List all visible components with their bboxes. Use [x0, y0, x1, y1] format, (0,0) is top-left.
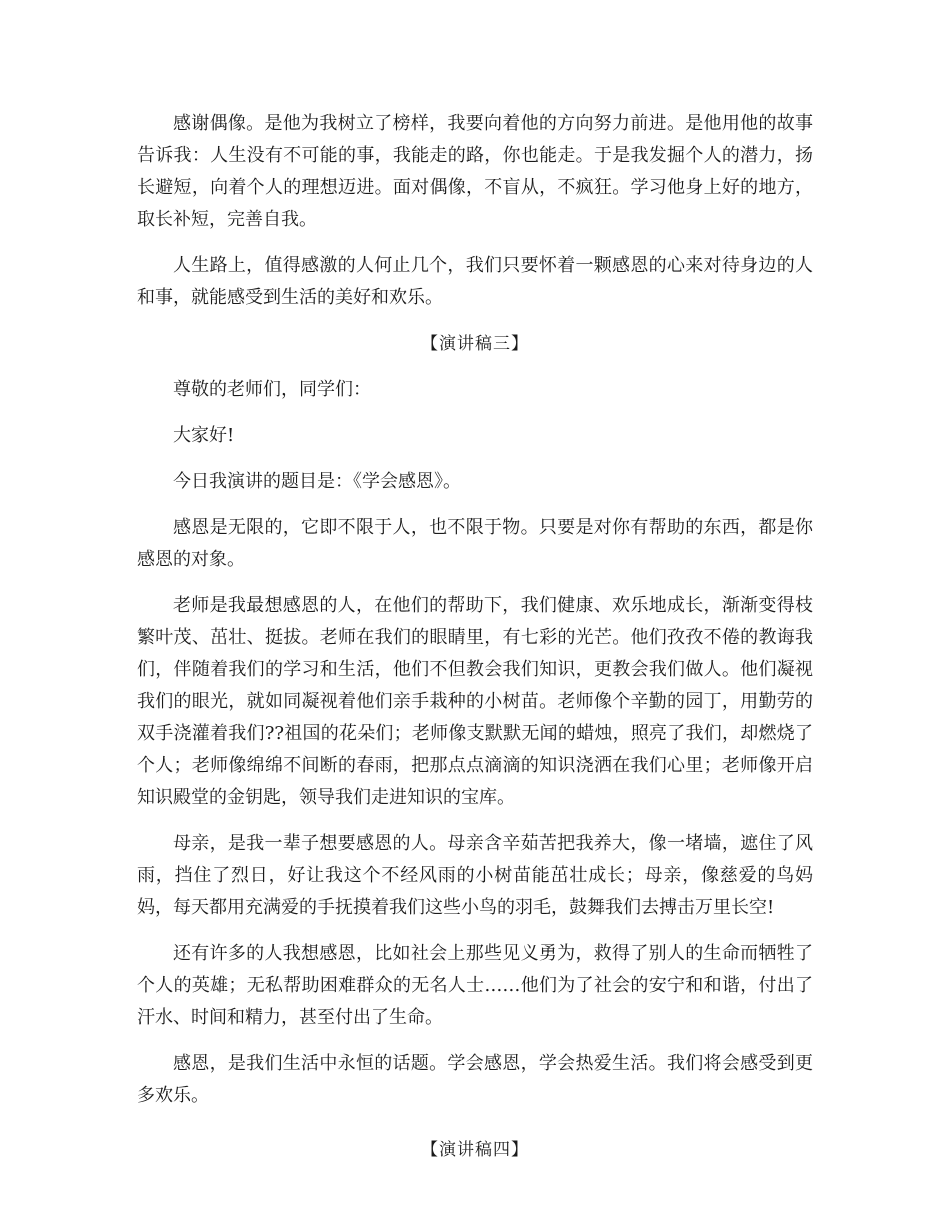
section-heading-speech-4: 【演讲稿四】 [421, 1140, 529, 1160]
paragraph: 感谢偶像。是他为我树立了榜样，我要向着他的方向努力前进。是他用他的故事告诉我：人生没有不可能的事，我能走的路，你也能走。于是我发掘个人的潜力，扬长避短，向着个人的理想迈进。面对偶像，不盲从，不疯狂。学习他身上好的地方，取长补短，完善自我。 [137, 113, 813, 230]
paragraph: 人生路上，值得感激的人何止几个，我们只要怀着一颗感恩的心来对待身边的人和事，就能感受到生活的美好和欢乐。 [137, 255, 813, 308]
paragraph: 感恩是无限的，它即不限于人，也不限于物。只要是对你有帮助的东西，都是你感恩的对象。 [137, 517, 813, 570]
paragraph: 老师是我最想感恩的人，在他们的帮助下，我们健康、欢乐地成长，渐渐变得枝繁叶茂、茁壮、挺拔。老师在我们的眼睛里，有七彩的光芒。他们孜孜不倦的教诲我们，伴随着我们的学习和生活，他们不但教会我们知识，更教会我们做人。他们凝视我们的眼光，就如同凝视着他们亲手栽种的小树苗。老师像个辛勤的园丁，用勤劳的双手浇灌着我们??祖国的花朵们；老师像支默默无闻的蜡烛，照亮了我们，却燃烧了个人；老师像绵绵不间断的春雨，把那点点滴滴的知识浇洒在我们心里；老师像开启知识殿堂的金钥匙，领导我们走进知识的宝库。 [137, 595, 813, 808]
paragraph: 尊敬的老师们，同学们： [173, 379, 371, 400]
paragraph: 还有许多的人我想感恩，比如社会上那些见义勇为，救得了别人的生命而牺牲了个人的英雄；无私帮助困难群众的无名人士……他们为了社会的安宁和和谐，付出了汗水、时间和精力，甚至付出了生命。 [137, 943, 813, 1028]
section-heading-speech-3: 【演讲稿三】 [421, 334, 529, 354]
paragraph: 感恩，是我们生活中永恒的话题。学会感恩，学会热爱生活。我们将会感受到更多欢乐。 [137, 1053, 813, 1106]
paragraph: 大家好! [173, 425, 235, 446]
paragraph: 母亲，是我一辈子想要感恩的人。母亲含辛茹苦把我养大，像一堵墙，遮住了风雨，挡住了烈日，好让我这个不经风雨的小树苗能茁壮成长；母亲，像慈爱的鸟妈妈，每天都用充满爱的手抚摸着我们这些小鸟的羽毛，鼓舞我们去搏击万里长空! [137, 833, 813, 918]
document-body [137, 108, 813, 1180]
paragraph: 今日我演讲的题目是：《学会感恩》。 [173, 471, 461, 492]
